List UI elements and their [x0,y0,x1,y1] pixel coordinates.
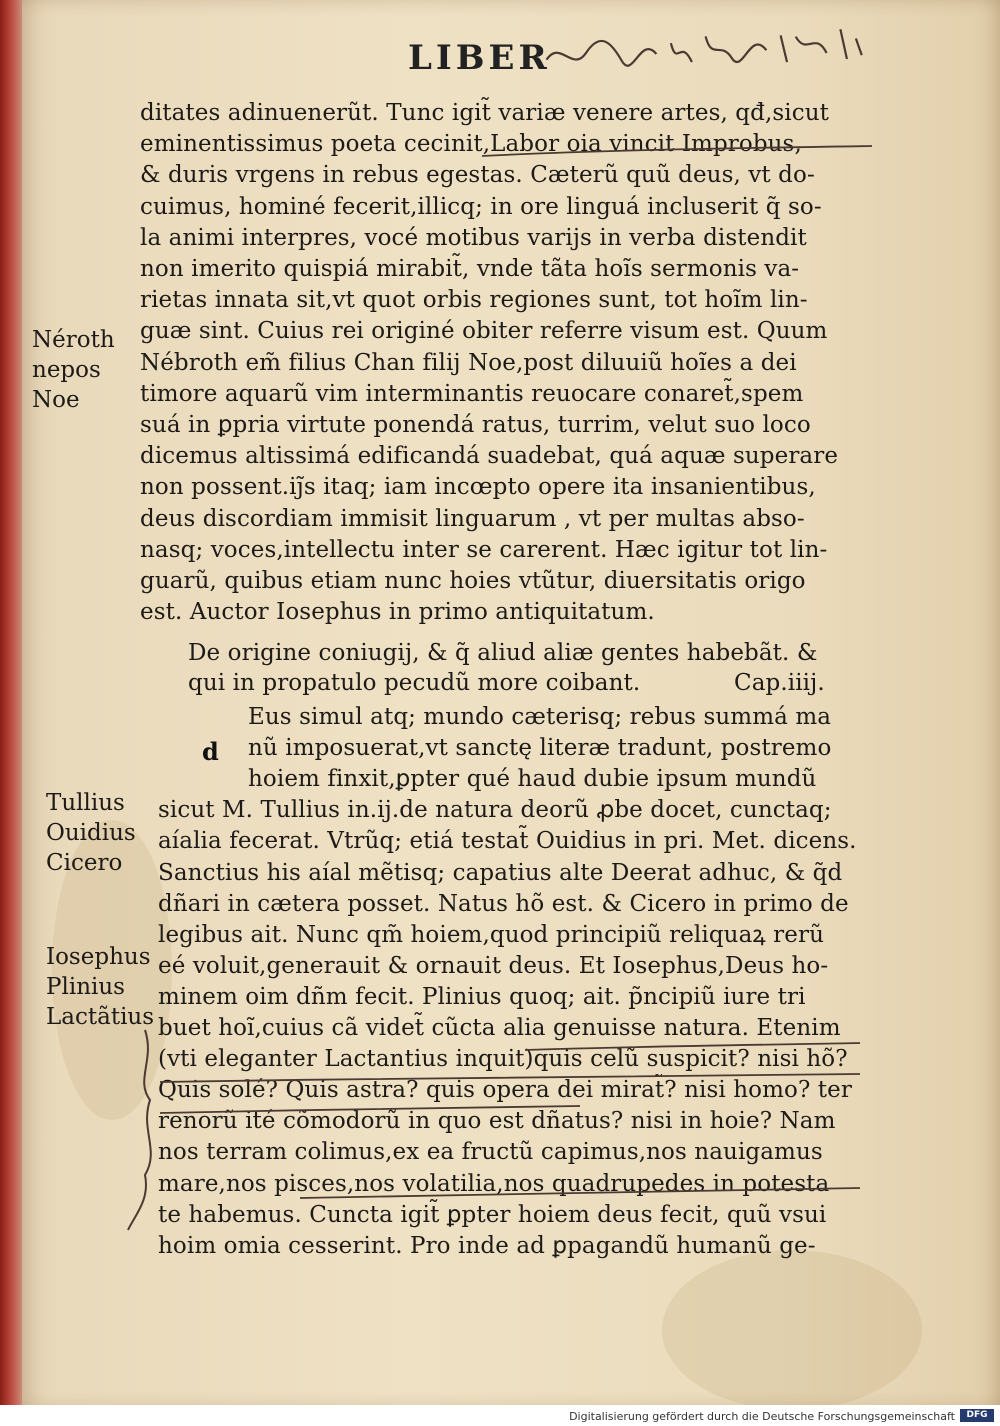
running-head: LIBER [408,38,551,78]
margin-note-nebroth: Néroth nepos Noe [32,327,115,413]
text-line: non imerito quispiá mirabit̃, vnde tãta hoĩs sermonis va- [140,256,800,282]
text-line: timore aquarũ vim interminantis reuocare conaret̃,spem [140,380,804,407]
text-line: dñari in cætera posset. Natus hõ est. & Cicero in primo de [158,890,849,917]
footer-bar [0,1405,1000,1426]
text-line: nasq; voces,intellectu inter se carerent. Hæc igitur tot lin- [140,536,828,563]
text-line: minem oim dñm fecit. Plinius quoq; ait. p̃ncipiũ iure tri [158,983,806,1010]
margin-note-authors-2: Iosephus Plinius Lactãtius [46,944,155,1030]
chapter-heading-line: qui in propatulo pecudũ more coibant. [188,670,641,696]
text-line: eminentissimus poeta cecinit,Labor oia vincit Improbus, [140,131,802,158]
text-line: hoim omia cesserint. Pro inde ad ꝑpagandũ humanũ ge- [158,1232,816,1259]
text-line: te habemus. Cuncta igit̃ ꝑpter hoiem deus fecit, quũ vsui [158,1201,827,1228]
bracket-mark [128,1030,151,1230]
text-line: deus discordiam immisit linguarum , vt per multas abso- [140,505,805,532]
text-line: est. Auctor Iosephus in primo antiquitatum. [140,599,655,626]
underline-mark [160,1074,860,1082]
text-line: aíalia fecerat. Vtrũq; etiá testat̃ Ouidius in pri. Met. dicens. [158,828,857,855]
text-line: Nébroth em̃ filius Chan filij Noe,post diluuiũ hoĩes a dei [140,349,797,376]
text-line: rietas innata sit,vt quot orbis regiones sunt, tot hoĩm lin- [140,287,808,314]
text-line: buet hoĩ,cuius cã videt̃ cũcta alia genuisse natura. Etenim [158,1015,841,1041]
text-line: dicemus altissimá edificandá suadebat, quá aquæ superare [140,443,839,470]
text-line: eé voluit,generauit & ornauit deus. Et Iosephus,Deus ho- [158,952,829,979]
footer-credit: Digitalisierung gefördert durch die Deutsche Forschungsgemeinschaft [569,1410,955,1423]
underline-mark [300,1188,860,1198]
text-line: guæ sint. Cuius rei originé obiter referre visum est. Quum [140,318,828,345]
chapter-heading-line: De origine coniugij, & q̃ aliud aliæ gentes habebãt. & [188,640,818,666]
text-line: legibus ait. Nunc qm̃ hoiem,quod principiũ reliquaꝝ rerũ [158,921,824,948]
text-line: non possent.ij̃s itaq; iam incœpto opere ita insanientibus, [140,474,816,501]
underline-mark [525,1043,860,1050]
underline-mark [482,146,872,156]
text-line: mare,nos pisces,nos volatilia,nos quadrupedes in potesta [158,1170,830,1197]
text-line: (vti eleganter Lactantius inquit)quis celũ suspicit? nisi hõ? [158,1046,848,1073]
text-line: Eus simul atq; mundo cæterisq; rebus summá ma [248,704,832,730]
text-line: cuimus, hominé fecerit,illicq; in ore linguá incluserit q̃ so- [140,193,822,220]
drop-initial: d [202,737,219,766]
text-line: renorũ ité cõmodorũ in quo est dñatus? nisi in hoie? Nam [158,1108,836,1135]
text-line: Quis solé? Quis astra? quis opera dei mirat̃? nisi homo? ter [158,1077,852,1104]
text-line: la animi interpres, vocé motibus varijs in verba distendit [140,224,807,251]
text-line: sicut M. Tullius in.ij.de natura deorũ ꝓbe docet, cunctaq; [158,797,832,824]
underline-mark [160,1106,580,1113]
text-line: hoiem finxit,ꝑpter qué haud dubie ipsum mundũ [248,766,817,793]
text-line: nos terram colimus,ex ea fructũ capimus,nos nauigamus [158,1139,823,1166]
margin-note-authors-1: Tullius Ouidius Cicero [46,790,136,876]
text-line: guarũ, quibus etiam nunc hoies vtũtur, diuersitatis origo [140,568,806,594]
dfg-logo: DFG [960,1409,994,1422]
chapter-number: Cap.iiij. [734,670,825,696]
text-line: nũ imposuerat,vt sanctę literæ tradunt, postremo [248,735,832,762]
text-line: Sanctius his aíal mẽtisq; capatius alte Deerat adhuc, & q̃d [158,859,843,886]
text-line: suá in ꝑpria virtute ponendá ratus, turrim, velut suo loco [140,412,811,438]
text-line: ditates adinuenerũt. Tunc igit̃ variæ venere artes, qđ,sicut [140,100,829,126]
text-line: & duris vrgens in rebus egestas. Cæterũ quũ deus, vt do- [140,162,815,189]
